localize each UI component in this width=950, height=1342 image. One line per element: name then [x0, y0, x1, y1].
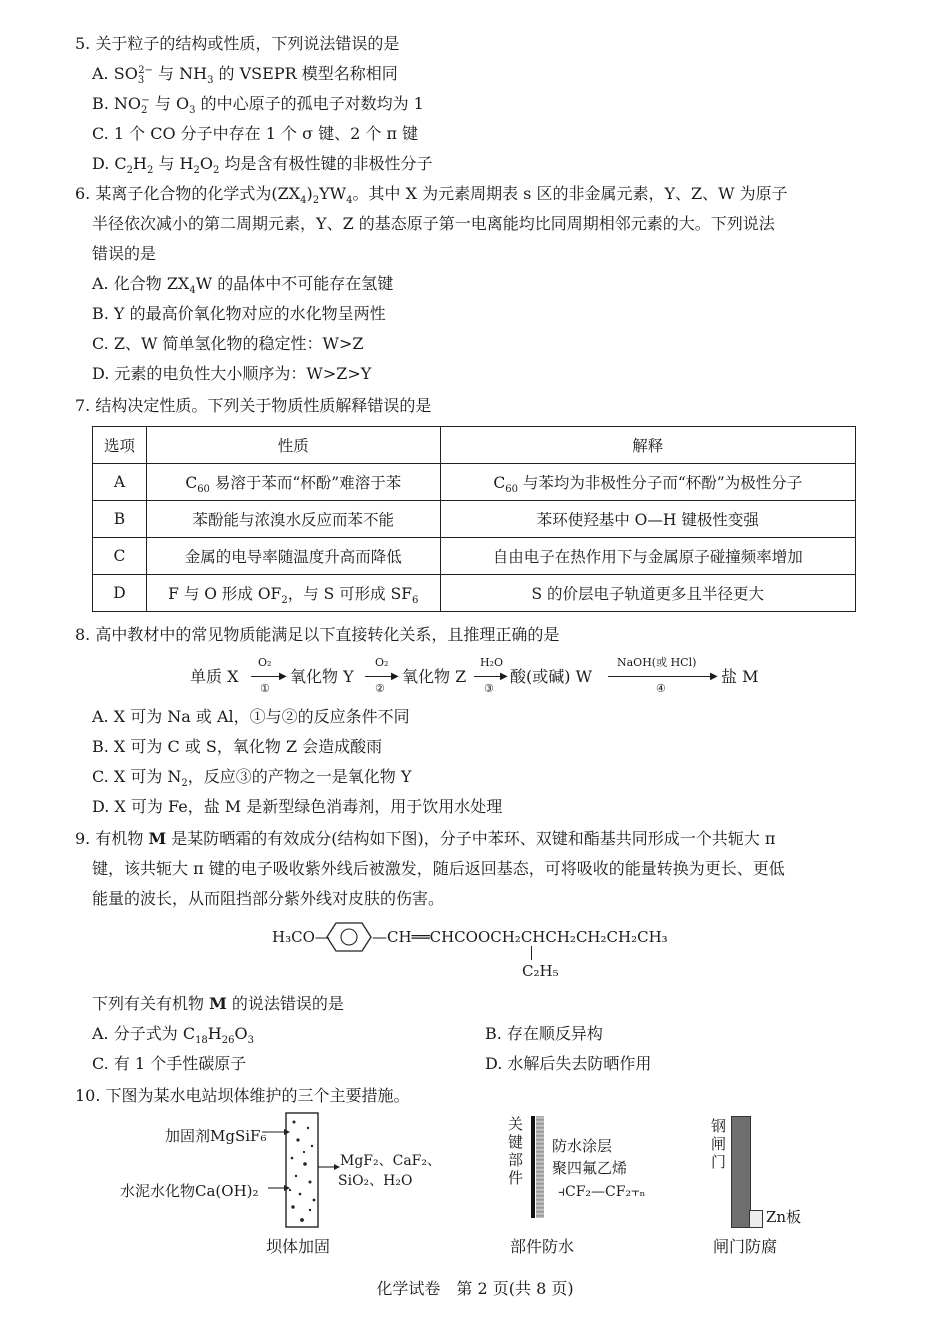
coating-layer	[536, 1116, 544, 1218]
q8-stem: 8. 高中教材中的常见物质能满足以下直接转化关系，且推理正确的是	[75, 625, 560, 644]
table-row	[93, 501, 856, 538]
q5-option-c: C. 1 个 CO 分子中存在 1 个 σ 键、2 个 π 键	[92, 124, 419, 143]
arrow3-reagent: H₂O	[480, 656, 504, 669]
structure-left: H₃CO—	[272, 928, 330, 946]
q8-option-b: B. X 可为 C 或 S，氧化物 Z 会造成酸雨	[92, 737, 383, 756]
q5-option-a: A. $SO_3^{2-}$ 与 $NH_3$ 的 VSEPR 模型名称相同	[92, 64, 398, 87]
caption-gate: 闸门防腐	[713, 1237, 778, 1256]
q6-stem-line3: 错误的是	[92, 244, 157, 263]
arrow-head-3: ▶	[500, 671, 508, 682]
header-option: 选项	[93, 427, 147, 464]
table-row	[93, 538, 856, 575]
q9-question: 下列有关有机物 M 的说法错误的是	[92, 994, 344, 1013]
q8-option-d: D. X 可为 Fe，盐 M 是新型绿色消毒剂，用于饮用水处理	[92, 797, 503, 816]
branch-bond	[531, 946, 532, 960]
q9-stem-line3: 能量的波长，从而阻挡部分紫外线对皮肤的伤害。	[92, 889, 445, 908]
row-property: $C_{60}$ 易溶于苯而“杯酚”难溶于苯	[146, 464, 440, 501]
arrow-head-2: ▶	[391, 671, 399, 682]
q5-stem: 5. 关于粒子的结构或性质，下列说法错误的是	[75, 34, 400, 53]
header-explanation: 解释	[440, 427, 855, 464]
q8-option-c: C. X 可为 $N_2$，反应③的产物之一是氧化物 Y	[92, 767, 412, 790]
structure-branch: C₂H₅	[522, 962, 559, 980]
q6-option-c: C. Z、W 简单氢化物的稳定性：W>Z	[92, 334, 364, 353]
chain-substance-5: 盐 M	[721, 667, 759, 686]
row-explanation: S 的价层电子轨道更多且半径更大	[440, 575, 855, 612]
table-row	[93, 575, 856, 612]
products-line2: SiO₂、H₂O	[338, 1173, 413, 1189]
steel-gate-label: 钢 闸 门	[711, 1117, 727, 1171]
chain-substance-4: 酸(或碱) W	[510, 667, 593, 686]
products-line1: MgF₂、CaF₂、	[340, 1153, 442, 1169]
arrow-head-4: ▶	[710, 671, 718, 682]
row-property: F 与 O 形成 $OF_2$，与 S 可形成 $SF_6$	[146, 575, 440, 612]
key-component-label: 关 键 部 件	[508, 1115, 524, 1187]
q9-option-a: A. 分子式为 $C_{18}H_{26}O_3$	[92, 1024, 254, 1047]
arrow4-step: ④	[656, 682, 666, 695]
page-footer: 化学试卷 第 2 页(共 8 页)	[376, 1279, 574, 1298]
row-option: A	[93, 464, 147, 501]
row-option: C	[93, 538, 147, 575]
q5-option-d: D. $C_2H_2$ 与 $H_2O_2$ 均是含有极性键的非极性分子	[92, 154, 433, 177]
q10-stem: 10. 下图为某水电站坝体维护的三个主要措施。	[75, 1086, 410, 1105]
q9-option-b: B. 存在顺反异构	[485, 1024, 603, 1043]
q6-option-b: B. Y 的最高价氧化物对应的水化物呈两性	[92, 304, 386, 323]
component-bar	[531, 1116, 535, 1218]
arrow2-reagent: O₂	[375, 656, 389, 669]
zinc-plate-label: Zn板	[766, 1208, 802, 1226]
q7-table	[92, 426, 856, 612]
q5-option-b: B. $NO_2^-$ 与 $O_3$ 的中心原子的孤电子对数均为 1	[92, 94, 424, 117]
arrow4-reagent: NaOH(或 HCl)	[617, 656, 697, 669]
q9-option-d: D. 水解后失去防晒作用	[485, 1054, 652, 1073]
q6-stem-line2: 半径依次减小的第二周期元素，Y、Z 的基态原子第一电离能均比同周期相邻元素的大。下列说法	[92, 214, 775, 233]
structure-right: —CH══CHCOOCH₂CHCH₂CH₂CH₂CH₃	[372, 928, 668, 946]
arrow-4	[608, 676, 716, 677]
caption-waterproof: 部件防水	[510, 1237, 575, 1256]
row-explanation: $C_{60}$ 与苯均为非极性分子而“杯酚”为极性分子	[440, 464, 855, 501]
q6-option-d: D. 元素的电负性大小顺序为：W>Z>Y	[92, 364, 372, 383]
table-header-row	[93, 427, 856, 464]
ptfe-formula: ⫞CF₂—CF₂⫟ₙ	[558, 1184, 646, 1200]
chain-substance-2: 氧化物 Y	[290, 667, 354, 686]
table-row	[93, 464, 856, 501]
q6-option-a: A. 化合物 $ZX_4W$ 的晶体中不可能存在氢键	[92, 274, 394, 297]
chain-substance-1: 单质 X	[190, 667, 239, 686]
caption-dam: 坝体加固	[266, 1237, 331, 1256]
row-property: 金属的电导率随温度升高而降低	[146, 538, 440, 575]
cement-label: 水泥水化物Ca(OH)₂	[120, 1182, 259, 1200]
arrow3-step: ③	[484, 682, 494, 695]
arrow1-reagent: O₂	[258, 656, 272, 669]
chain-substance-3: 氧化物 Z	[402, 667, 467, 686]
row-explanation: 苯环使羟基中 O—H 键极性变强	[440, 501, 855, 538]
arrow1-step: ①	[260, 682, 270, 695]
q9-stem-line1: 9. 有机物 M 是某防晒霜的有效成分(结构如下图)，分子中苯环、双键和酯基共同形成一个共轭大 π	[75, 829, 776, 848]
benzene-ring-icon	[326, 922, 372, 952]
reinforcer-label: 加固剂MgSiF₆	[165, 1127, 267, 1145]
steel-gate	[731, 1116, 751, 1228]
q6-stem-line1: 6. 某离子化合物的化学式为$(ZX_4)_2YW_4$。其中 X 为元素周期表 s 区的非金属元素，Y、Z、W 为原子	[75, 184, 788, 207]
header-property: 性质	[146, 427, 440, 464]
arrow-head-1: ▶	[279, 671, 287, 682]
q8-option-a: A. X 可为 Na 或 Al，①与②的反应条件不同	[92, 707, 410, 726]
arrow2-step: ②	[375, 682, 385, 695]
row-property: 苯酚能与浓溴水反应而苯不能	[146, 501, 440, 538]
zinc-plate	[749, 1210, 763, 1228]
row-option: B	[93, 501, 147, 538]
q9-stem-line2: 键，该共轭大 π 键的电子吸收紫外线后被激发，随后返回基态，可将吸收的能量转换为更长、更低	[92, 859, 785, 878]
q9-option-c: C. 有 1 个手性碳原子	[92, 1054, 247, 1073]
row-option: D	[93, 575, 147, 612]
coating-label: 防水涂层	[552, 1137, 613, 1155]
q7-stem: 7. 结构决定性质。下列关于物质性质解释错误的是	[75, 396, 432, 415]
ptfe-label: 聚四氟乙烯	[552, 1159, 628, 1177]
row-explanation: 自由电子在热作用下与金属原子碰撞频率增加	[440, 538, 855, 575]
